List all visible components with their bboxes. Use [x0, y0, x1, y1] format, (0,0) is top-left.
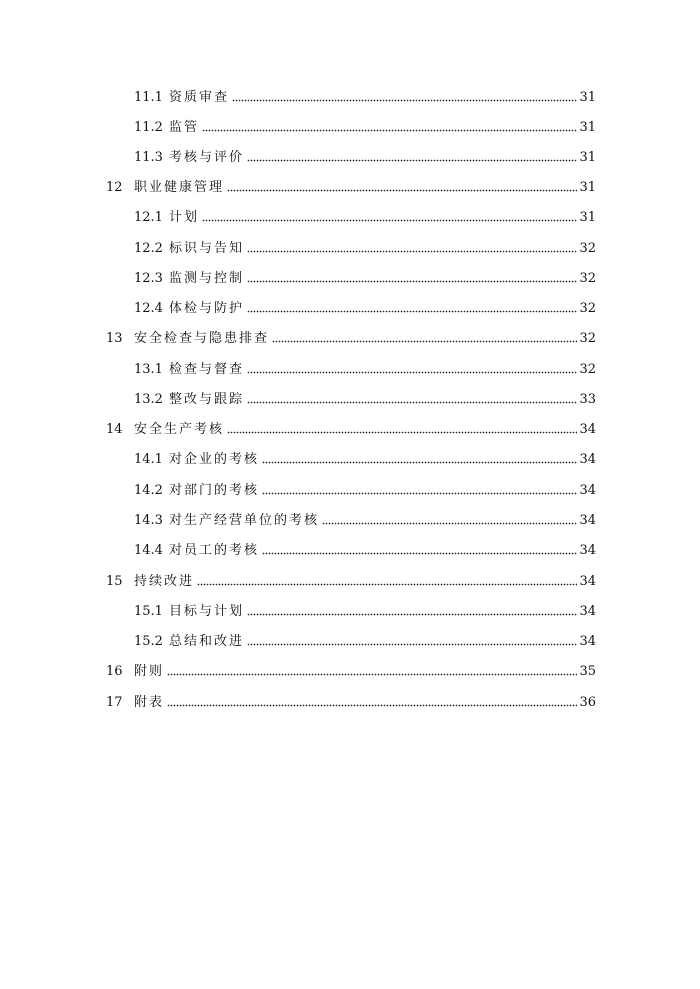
toc-entry-page: 33 — [579, 392, 596, 407]
toc-entry-number: 13.1 — [134, 362, 163, 377]
toc-entry-title: 附则 — [134, 664, 165, 679]
toc-entry[interactable] — [106, 572, 596, 592]
toc-entry-number: 11.2 — [134, 120, 163, 135]
toc-entry-page: 34 — [579, 543, 596, 558]
toc-entry-number: 17 — [106, 695, 123, 710]
toc-entry-page: 34 — [579, 483, 596, 498]
toc-entry-page: 34 — [579, 452, 596, 467]
toc-entry-page: 32 — [579, 271, 596, 286]
toc-entry-number: 14.1 — [134, 452, 163, 467]
toc-entry-number: 12.3 — [134, 271, 163, 286]
toc-entry-title: 资质审查 — [168, 90, 229, 105]
toc-entry-page: 34 — [579, 604, 596, 619]
toc-entry-title: 整改与跟踪 — [168, 392, 244, 407]
toc-entry-page: 31 — [579, 180, 596, 195]
toc-entry-page: 35 — [579, 664, 596, 679]
toc-entry-title: 附表 — [134, 695, 165, 710]
dot-leader — [197, 582, 577, 587]
toc-entry-title: 计划 — [168, 210, 199, 225]
dot-leader — [272, 339, 577, 344]
dot-leader — [202, 218, 577, 223]
toc-entry-number: 12 — [106, 180, 123, 195]
dot-leader — [167, 672, 577, 677]
toc-entry-page: 31 — [579, 120, 596, 135]
toc-entry-number: 14.4 — [134, 543, 163, 558]
toc-entry-number: 15.1 — [134, 604, 163, 619]
dot-leader — [227, 188, 577, 193]
toc-entry-page: 31 — [579, 210, 596, 225]
toc-entry-title: 监测与控制 — [168, 271, 244, 286]
toc-entry-title: 职业健康管理 — [134, 180, 225, 195]
toc-entry[interactable] — [134, 269, 596, 289]
toc-entry-title: 安全检查与隐患排查 — [134, 331, 270, 346]
toc-entry-number: 14.3 — [134, 513, 163, 528]
toc-entry[interactable] — [134, 88, 596, 108]
toc-entry[interactable] — [134, 632, 596, 652]
toc-entry[interactable] — [134, 360, 596, 380]
toc-entry[interactable] — [134, 602, 596, 622]
dot-leader — [167, 703, 577, 708]
dot-leader — [247, 158, 577, 163]
toc-entry-number: 13.2 — [134, 392, 163, 407]
toc-entry-title: 检查与督查 — [168, 362, 244, 377]
toc-entry-number: 16 — [106, 664, 123, 679]
toc-entry[interactable] — [134, 299, 596, 319]
toc-entry-page: 32 — [579, 362, 596, 377]
dot-leader — [262, 551, 577, 556]
toc-entry-title: 总结和改进 — [168, 634, 244, 649]
toc-entry-number: 15.2 — [134, 634, 163, 649]
toc-entry-title: 持续改进 — [134, 574, 195, 589]
toc-entry[interactable] — [134, 390, 596, 410]
dot-leader — [262, 460, 577, 465]
toc-entry-page: 34 — [579, 574, 596, 589]
toc-entry[interactable] — [134, 511, 596, 531]
toc-entry-title: 考核与评价 — [168, 150, 244, 165]
toc-entry-number: 11.1 — [134, 90, 163, 105]
toc-entry-page: 34 — [579, 422, 596, 437]
dot-leader — [247, 249, 577, 254]
toc-entry[interactable] — [134, 118, 596, 138]
toc-entry-title: 对企业的考核 — [168, 452, 259, 467]
dot-leader — [247, 370, 577, 375]
toc-entry-title: 对生产经营单位的考核 — [168, 513, 319, 528]
toc-entry[interactable] — [106, 329, 596, 349]
dot-leader — [202, 128, 577, 133]
dot-leader — [247, 279, 577, 284]
toc-entry-title: 监管 — [168, 120, 199, 135]
toc-entry-page: 36 — [579, 695, 596, 710]
toc-entry[interactable] — [134, 541, 596, 561]
dot-leader — [262, 491, 577, 496]
toc-entry[interactable] — [134, 239, 596, 259]
toc-entry[interactable] — [134, 450, 596, 470]
toc-entry-title: 对部门的考核 — [168, 483, 259, 498]
toc-entry-page: 34 — [579, 513, 596, 528]
toc-entry-page: 32 — [579, 331, 596, 346]
toc-entry-title: 安全生产考核 — [134, 422, 225, 437]
toc-entry-number: 12.1 — [134, 210, 163, 225]
toc-entry-title: 体检与防护 — [168, 301, 244, 316]
toc-entry[interactable] — [106, 693, 596, 713]
toc-entry[interactable] — [106, 420, 596, 440]
toc-entry[interactable] — [106, 662, 596, 682]
toc-entry[interactable] — [134, 148, 596, 168]
toc-entry-title: 标识与告知 — [168, 241, 244, 256]
dot-leader — [247, 612, 577, 617]
toc-entry[interactable] — [106, 178, 596, 198]
toc-entry-number: 14.2 — [134, 483, 163, 498]
toc-entry-page: 34 — [579, 634, 596, 649]
toc-entry-page: 31 — [579, 150, 596, 165]
toc-entry-number: 14 — [106, 422, 123, 437]
dot-leader — [247, 642, 577, 647]
toc-entry-number: 13 — [106, 331, 123, 346]
toc-entry-number: 15 — [106, 574, 123, 589]
toc-entry-number: 12.4 — [134, 301, 163, 316]
toc-entry-number: 11.3 — [134, 150, 163, 165]
toc-entry[interactable] — [134, 481, 596, 501]
toc-entry-page: 31 — [579, 90, 596, 105]
dot-leader — [247, 400, 577, 405]
dot-leader — [232, 98, 577, 103]
dot-leader — [322, 521, 577, 526]
toc-entry-page: 32 — [579, 301, 596, 316]
dot-leader — [227, 430, 577, 435]
toc-entry-title: 目标与计划 — [168, 604, 244, 619]
toc-entry[interactable] — [134, 208, 596, 228]
dot-leader — [247, 309, 577, 314]
toc-entry-page: 32 — [579, 241, 596, 256]
toc-entry-number: 12.2 — [134, 241, 163, 256]
toc-entry-title: 对员工的考核 — [168, 543, 259, 558]
